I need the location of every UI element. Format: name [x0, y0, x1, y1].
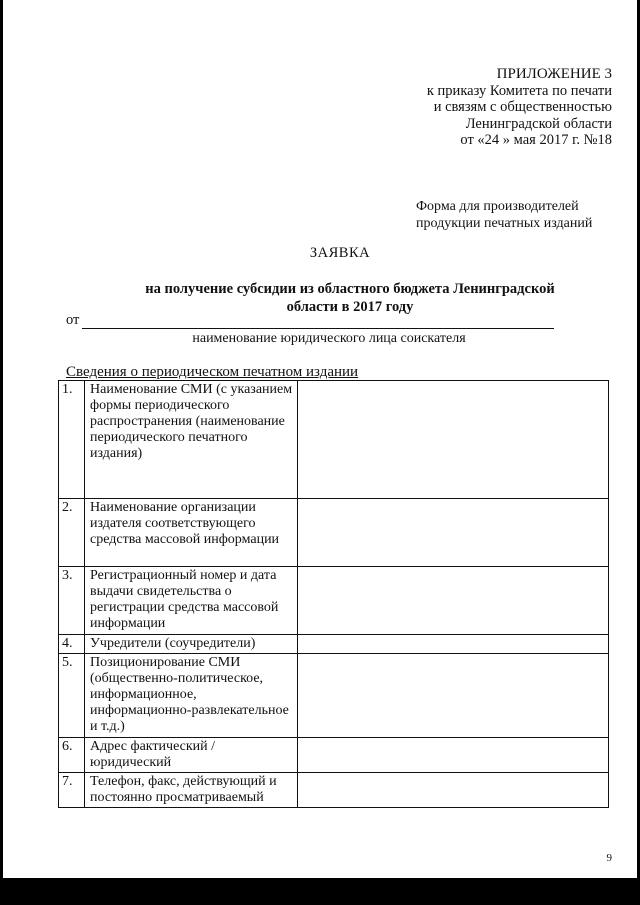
info-table: [58, 380, 609, 808]
appendix-line: от «24 » мая 2017 г. №18: [460, 132, 612, 148]
row-number: 1.: [59, 381, 85, 499]
row-label: Учредители (соучредители): [85, 635, 298, 654]
row-label: Позиционирование СМИ (общественно-политическое, информационное, информационно-развлекательное и т.д.): [85, 654, 298, 738]
table-row: [59, 738, 609, 773]
appendix-title: ПРИЛОЖЕНИЕ 3: [496, 66, 612, 82]
appendix-line: Ленинградской области: [465, 115, 612, 132]
from-caption: наименование юридического лица соискателя: [192, 331, 466, 346]
appendix-block: [412, 66, 612, 149]
form-note-line: Форма для производителей: [416, 199, 579, 214]
document-title: ЗАЯВКА: [309, 245, 371, 261]
row-number: 2.: [59, 499, 85, 567]
row-value-field[interactable]: [298, 499, 609, 567]
row-value-field[interactable]: [298, 738, 609, 773]
scan-edge-left: [0, 0, 3, 880]
row-number: 7.: [59, 773, 85, 808]
appendix-line: к приказу Комитета по печати: [426, 82, 612, 99]
row-label: Наименование СМИ (с указанием формы периодического распространения (наименование периодического печатного издания): [85, 381, 298, 499]
row-value-field[interactable]: [298, 654, 609, 738]
scan-edge-bottom: [0, 878, 640, 905]
appendix-line: и связям с общественностью: [433, 99, 612, 115]
table-row: [59, 567, 609, 635]
from-blank-line: [82, 328, 554, 329]
table-row: [59, 654, 609, 738]
row-label: Адрес фактический /юридический: [85, 738, 298, 773]
from-prefix: от: [66, 312, 80, 328]
row-label: Наименование организации издателя соответствующего средства массовой информации: [85, 499, 298, 567]
table-row: [59, 773, 609, 808]
form-note-line: продукции печатных изданий: [416, 216, 593, 231]
table-row: [59, 499, 609, 567]
table-row: [59, 381, 609, 499]
table-row: [59, 635, 609, 654]
row-value-field[interactable]: [298, 567, 609, 635]
row-value-field[interactable]: [298, 381, 609, 499]
row-value-field[interactable]: [298, 635, 609, 654]
row-label: Телефон, факс, действующий и постоянно просматриваемый: [85, 773, 298, 808]
row-value-field[interactable]: [298, 773, 609, 808]
page-number: 9: [606, 852, 612, 864]
form-note: [416, 198, 592, 232]
row-number: 5.: [59, 654, 85, 738]
row-number: 4.: [59, 635, 85, 654]
document-subtitle: на получение субсидии из областного бюджета Ленинградской области в 2017 году: [145, 281, 555, 315]
row-number: 3.: [59, 567, 85, 635]
row-label: Регистрационный номер и дата выдачи свидетельства о регистрации средства массовой информации: [85, 567, 298, 635]
row-number: 6.: [59, 738, 85, 773]
section-title: Сведения о периодическом печатном издании: [66, 364, 359, 380]
